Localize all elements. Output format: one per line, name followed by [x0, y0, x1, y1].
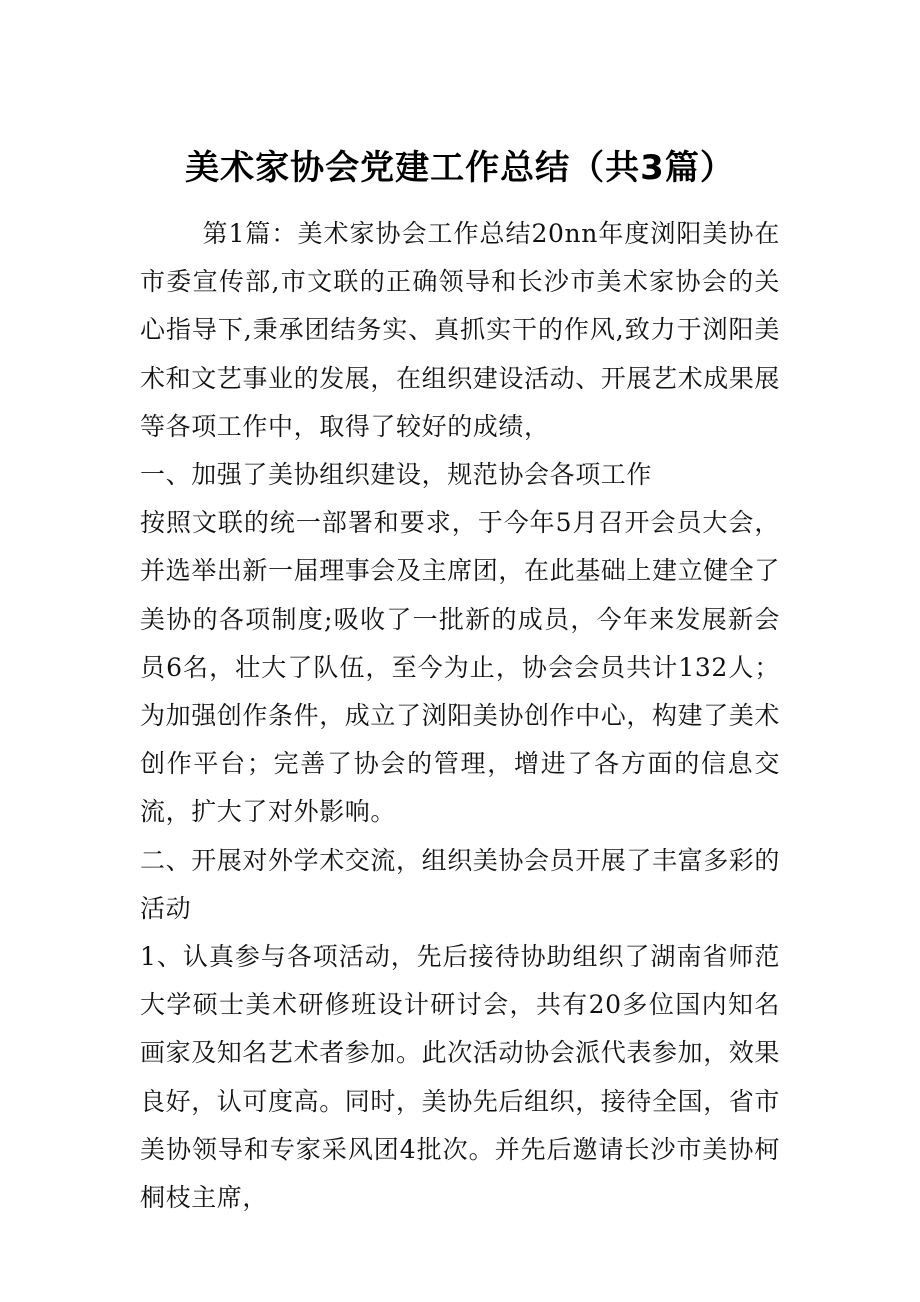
section-heading-1: 一、加强了美协组织建设，规范协会各项工作 [140, 460, 653, 490]
paragraph-intro: 第1篇：美术家协会工作总结20nn年度浏阳美协在市委宣传部,市文联的正确领导和长沙市美术家协会的关心指导下,秉承团结务实、真抓实干的作风,致力于浏阳美术和文艺事业的发展，在组织建设活动、开展艺术成果展等各项工作中，取得了较好的成绩， [140, 219, 781, 441]
paragraph-section-1: 按照文联的统一部署和要求，于今年5月召开会员大会，并选举出新一届理事会及主席团，在此基础上建立健全了美协的各项制度;吸收了一批新的成员，今年来发展新会员6名，壮大了队伍，至今为止，协会会员共计132人；为加强创作条件，成立了浏阳美协创作中心，构建了美术创作平台；完善了协会的管理，增进了各方面的信息交流，扩大了对外影响。 [140, 508, 781, 827]
document-title: 美术家协会党建工作总结（共3篇） [185, 148, 735, 188]
document-body [140, 210, 780, 1222]
section-heading-2: 二、开展对外学术交流，组织美协会员开展了丰富多彩的活动 [140, 845, 781, 923]
paragraph-section-2-item-1: 1、认真参与各项活动，先后接待协助组织了湖南省师范大学硕士美术研修班设计研讨会，共有20多位国内知名画家及知名艺术者参加。此次活动协会派代表参加，效果良好，认可度高。同时，美协先后组织，接待全国，省市美协领导和专家采风团4批次。并先后邀请长沙市美协柯桐枝主席， [140, 942, 781, 1213]
